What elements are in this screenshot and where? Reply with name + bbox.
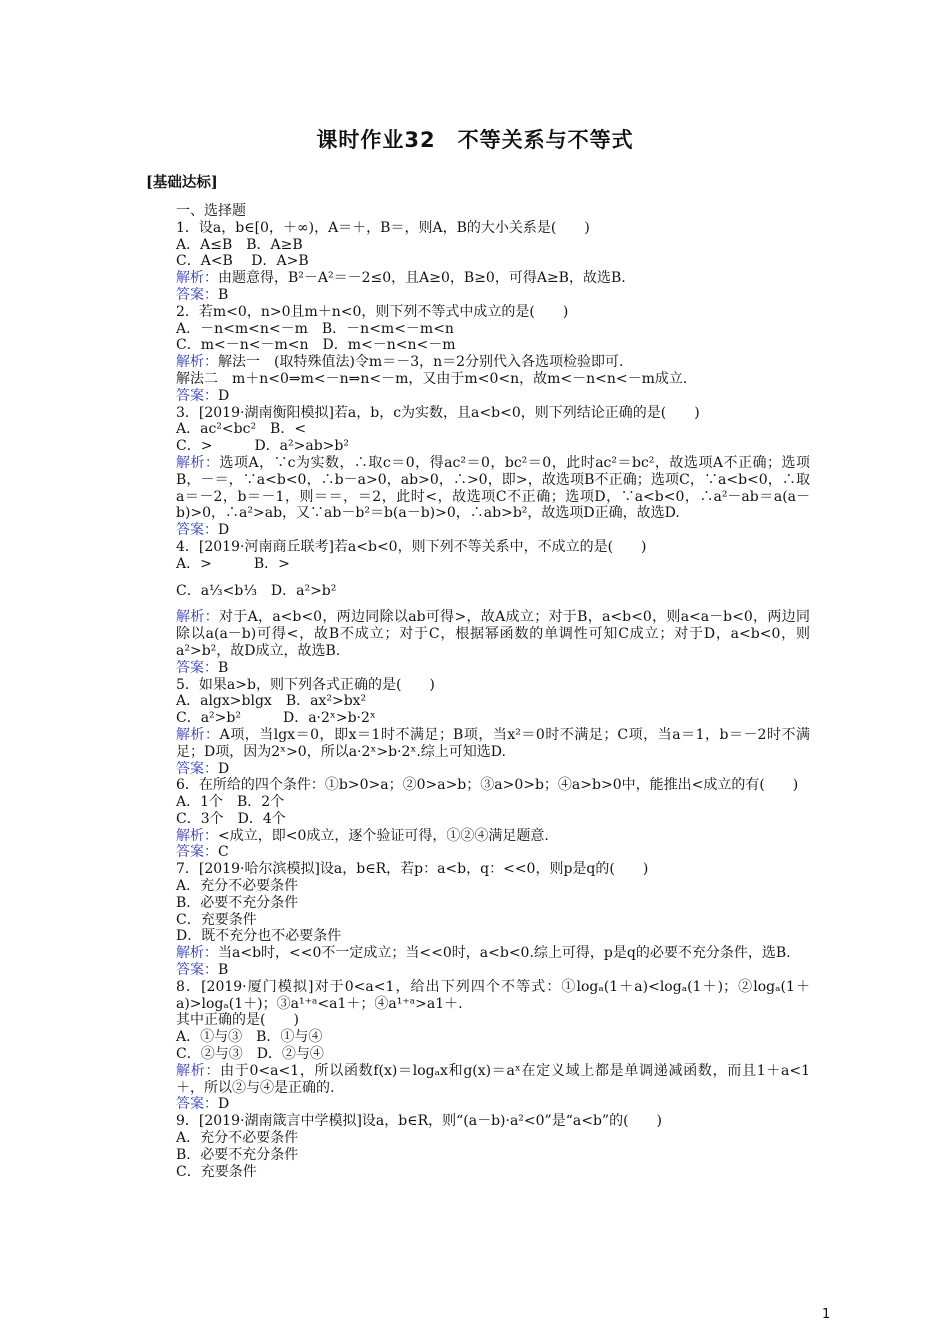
line-text: 由于0<a<1，所以函数f(x)＝logₐx和g(x)＝aˣ在定义域上都是单调递减函数，而且1＋a<1＋，所以②与④是正确的. bbox=[176, 1062, 810, 1096]
text-line bbox=[146, 677, 810, 694]
line-text: A．1个 B．2个 bbox=[176, 794, 285, 811]
text-line bbox=[146, 928, 810, 945]
line-label: 答案： bbox=[176, 387, 218, 404]
line-text: B bbox=[218, 286, 229, 303]
line-text: C．> D．a²>ab>b² bbox=[176, 438, 349, 455]
text-line bbox=[146, 421, 810, 438]
line-text: D．既不充分也不必要条件 bbox=[176, 928, 342, 945]
text-line bbox=[146, 861, 810, 878]
text-line bbox=[146, 354, 810, 371]
line-text: A．A≤B B．A≥B bbox=[176, 236, 303, 253]
line-text: D bbox=[218, 1096, 230, 1113]
text-line bbox=[146, 1164, 810, 1181]
line-text: A．> B．> bbox=[176, 555, 290, 572]
line-text: 7．[2019·哈尔滨模拟]设a，b∈R，若p：a<b，q：<<0，则p是q的( ) bbox=[176, 861, 649, 878]
text-line bbox=[146, 304, 810, 321]
line-label: 解析： bbox=[176, 609, 219, 626]
text-line bbox=[146, 979, 810, 1013]
text-line bbox=[146, 220, 810, 237]
line-label: 答案： bbox=[176, 286, 218, 303]
line-text: D bbox=[218, 387, 230, 404]
text-line bbox=[146, 962, 810, 979]
line-text: 4．[2019·河南商丘联考]若a<b<0，则下列不等关系中，不成立的是( ) bbox=[176, 538, 647, 555]
line-text: 解法二 m＋n<0⇒m<－n⇒n<－m，又由于m<0<n，故m<－n<n<－m成立. bbox=[176, 370, 688, 387]
line-text: A．－n<m<n<－m B．－n<m<－m<n bbox=[176, 320, 454, 337]
line-text: A．充分不必要条件 bbox=[176, 1130, 299, 1147]
document-body bbox=[146, 203, 810, 1180]
text-line bbox=[146, 660, 810, 677]
text-line bbox=[146, 203, 810, 220]
line-label: 答案： bbox=[176, 962, 218, 979]
line-label: 答案： bbox=[176, 659, 218, 676]
line-text: 其中正确的是( ) bbox=[176, 1012, 299, 1029]
line-label: 解析： bbox=[176, 270, 218, 287]
line-text: A．充分不必要条件 bbox=[176, 878, 299, 895]
text-line bbox=[146, 945, 810, 962]
line-text: C．a⅓<b⅓ D．a²>b² bbox=[176, 582, 337, 599]
line-text: C．充要条件 bbox=[176, 911, 257, 928]
text-line bbox=[146, 1096, 810, 1113]
text-line bbox=[146, 583, 810, 600]
text-line bbox=[146, 609, 810, 659]
text-line bbox=[146, 321, 810, 338]
text-line bbox=[146, 878, 810, 895]
line-label: 解析： bbox=[176, 354, 218, 371]
text-line bbox=[146, 556, 810, 573]
page-title: 课时作业32 不等关系与不等式 bbox=[316, 128, 634, 152]
text-line bbox=[146, 1113, 810, 1130]
line-text: C．m<－n<－m<n D．m<－n<n<－m bbox=[176, 337, 456, 354]
line-text: B．必要不充分条件 bbox=[176, 894, 299, 911]
line-text: C bbox=[218, 844, 229, 861]
text-line bbox=[146, 895, 810, 912]
line-text: D bbox=[218, 760, 230, 777]
line-text: C．3个 D．4个 bbox=[176, 810, 286, 827]
line-label: 解析： bbox=[176, 827, 218, 844]
line-text: 由题意得，B²－A²＝－2≤0，且A≥0，B≥0，可得A≥B，故选B. bbox=[218, 270, 626, 287]
text-line bbox=[146, 1029, 810, 1046]
line-text: 解法一 (取特殊值法)令m＝－3，n＝2分别代入各选项检验即可. bbox=[218, 354, 624, 371]
line-label: 答案： bbox=[176, 844, 218, 861]
line-text: B bbox=[218, 962, 229, 979]
line-label: 答案： bbox=[176, 1096, 218, 1113]
text-line bbox=[146, 1012, 810, 1029]
text-line bbox=[146, 253, 810, 270]
line-text: 选项A，∵c为实数，∴取c＝0，得ac²＝0，bc²＝0，此时ac²＝bc²，故选项A不正确；选项B，－＝，∵a<b<0，∴b－a>0，ab>0，∴>0，即>，故选项B不正确；选项C，∵a<b<0，∴取a＝－2，b＝－1，则＝＝，＝2，此时<，故选项C不正确；选项D，∵a<b<0，∴a²－ab＝a(a－b)>0，∴a²>ab，又∵ab－b²＝b(a－b)>0，∴ab>b²，故选项D正确，故选D. bbox=[176, 454, 810, 522]
line-text: 一、选择题 bbox=[176, 203, 246, 219]
line-text: A项，当lgx＝0，即x＝1时不满足；B项，当x²＝0时不满足；C项，当a＝1，b＝－2时不满足；D项，因为2ˣ>0，所以a·2ˣ>b·2ˣ.综上可知选D. bbox=[176, 726, 810, 760]
line-text: 9．[2019·湖南箴言中学模拟]设a，b∈R，则“(a－b)·a²<0”是“a<b”的( ) bbox=[176, 1113, 662, 1130]
line-gap bbox=[146, 599, 810, 609]
line-text: B．必要不充分条件 bbox=[176, 1146, 299, 1163]
line-text: 1．设a，b∈[0，＋∞)，A＝＋，B＝，则A，B的大小关系是( ) bbox=[176, 219, 590, 236]
line-text: C．②与③ D．②与④ bbox=[176, 1046, 324, 1063]
text-line bbox=[146, 337, 810, 354]
text-line bbox=[146, 438, 810, 455]
text-line bbox=[146, 287, 810, 304]
line-text: 当a<b时，<<0不一定成立；当<<0时，a<b<0.综上可得，p是q的必要不充分条件，选B. bbox=[218, 945, 791, 962]
text-line bbox=[146, 237, 810, 254]
text-line bbox=[146, 270, 810, 287]
line-text: <成立，即<0成立，逐个验证可得，①②④满足题意. bbox=[218, 827, 549, 844]
line-gap bbox=[146, 573, 810, 583]
line-text: D bbox=[218, 522, 230, 539]
page-number: 1 bbox=[822, 1307, 831, 1322]
text-line bbox=[146, 539, 810, 556]
line-text: C．充要条件 bbox=[176, 1163, 257, 1180]
text-line bbox=[146, 1147, 810, 1164]
text-line bbox=[146, 1130, 810, 1147]
line-text: 5．如果a>b，则下列各式正确的是( ) bbox=[176, 676, 435, 693]
text-line bbox=[146, 455, 810, 522]
text-line bbox=[146, 1046, 810, 1063]
text-line bbox=[146, 794, 810, 811]
text-line bbox=[146, 522, 810, 539]
line-label: 解析： bbox=[176, 454, 220, 471]
line-label: 解析： bbox=[176, 945, 218, 962]
line-text: 6．在所给的四个条件：①b>0>a；②0>a>b；③a>0>b；④a>b>0中，能推出<成立的有( ) bbox=[176, 777, 799, 794]
text-line bbox=[146, 405, 810, 422]
line-label: 答案： bbox=[176, 522, 218, 539]
text-line bbox=[146, 710, 810, 727]
line-text: 2．若m<0，n>0且m＋n<0，则下列不等式中成立的是( ) bbox=[176, 303, 569, 320]
text-line bbox=[146, 371, 810, 388]
line-text: 对于A，a<b<0，两边同除以ab可得>，故A成立；对于B，a<b<0，则a<a－b<0，两边同除以a(a－b)可得<，故B不成立；对于C，根据幂函数的单调性可知C成立；对于D，a<b<0，则a²>b²，故D成立，故选B. bbox=[176, 609, 810, 659]
text-line bbox=[146, 761, 810, 778]
text-line bbox=[146, 844, 810, 861]
section-header: [基础达标] bbox=[146, 174, 218, 191]
line-text: B bbox=[218, 659, 229, 676]
text-line bbox=[146, 811, 810, 828]
line-text: 8．[2019·厦门模拟]对于0<a<1，给出下列四个不等式：①logₐ(1＋a)<logₐ(1＋)；②logₐ(1＋a)>logₐ(1＋)；③a¹⁺ᵃ<a1＋；④a¹⁺ᵃ>a1＋. bbox=[176, 978, 810, 1012]
line-label: 答案： bbox=[176, 760, 218, 777]
line-label: 解析： bbox=[176, 1062, 221, 1079]
line-text: C．a²>b² D．a·2ˣ>b·2ˣ bbox=[176, 710, 376, 727]
line-text: A．①与③ B．①与④ bbox=[176, 1029, 323, 1046]
line-label: 解析： bbox=[176, 726, 220, 743]
line-text: 3．[2019·湖南衡阳模拟]若a，b，c为实数，且a<b<0，则下列结论正确的是( ) bbox=[176, 404, 700, 421]
line-text: A．ac²<bc² B．< bbox=[176, 421, 307, 438]
line-text: C．A<B D．A>B bbox=[176, 253, 309, 270]
text-line bbox=[146, 693, 810, 710]
line-text: A．algx>blgx B．ax²>bx² bbox=[176, 693, 367, 710]
text-line bbox=[146, 912, 810, 929]
text-line bbox=[146, 828, 810, 845]
text-line bbox=[146, 727, 810, 761]
text-line bbox=[146, 777, 810, 794]
text-line bbox=[146, 1063, 810, 1097]
text-line bbox=[146, 388, 810, 405]
